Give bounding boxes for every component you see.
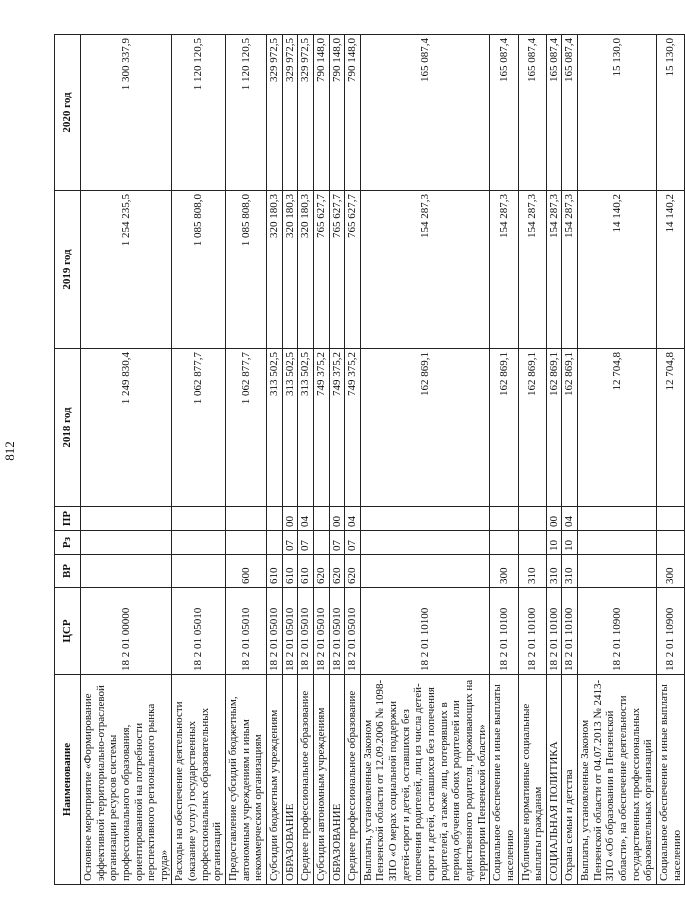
- cell-csr: 18 2 01 05010: [226, 588, 267, 675]
- cell-name: Среднее профессиональное образование: [298, 675, 314, 885]
- table-row: [226, 35, 267, 885]
- cell-rz: 07: [298, 531, 314, 555]
- cell-csr: 18 2 01 10900: [578, 588, 657, 675]
- cell-csr: 18 2 01 05010: [172, 588, 226, 675]
- header-row: [55, 35, 81, 885]
- cell-y2018: 162 869,1: [490, 349, 518, 507]
- cell-y2020: 165 087,4: [562, 35, 578, 191]
- cell-pr: [226, 507, 267, 531]
- table-row: [578, 35, 657, 885]
- cell-y2020: 165 087,4: [546, 35, 562, 191]
- table-row: [490, 35, 518, 885]
- table-row: [313, 35, 329, 885]
- cell-pr: [518, 507, 546, 531]
- cell-y2020: 329 972,5: [298, 35, 314, 191]
- cell-y2020: 790 148,0: [313, 35, 329, 191]
- cell-vr: [81, 555, 172, 588]
- cell-pr: [578, 507, 657, 531]
- cell-pr: [490, 507, 518, 531]
- cell-pr: [266, 507, 282, 531]
- cell-csr: 18 2 01 10900: [656, 588, 684, 675]
- cell-rz: [490, 531, 518, 555]
- cell-name: Социальное обеспечение и иные выплаты населению: [656, 675, 684, 885]
- cell-name: Расходы на обеспечение деятельности (оказание услуг) государственных профессиональных образовательных организаций: [172, 675, 226, 885]
- table-row: [81, 35, 172, 885]
- table-row: [298, 35, 314, 885]
- table-row: [518, 35, 546, 885]
- cell-name: Социальное обеспечение и иные выплаты населению: [490, 675, 518, 885]
- cell-y2018: 162 869,1: [360, 349, 489, 507]
- cell-y2018: 12 704,8: [656, 349, 684, 507]
- budget-table: [54, 34, 685, 885]
- cell-y2019: 154 287,3: [360, 191, 489, 349]
- cell-y2020: 165 087,4: [490, 35, 518, 191]
- table-row: [266, 35, 282, 885]
- cell-vr: 310: [562, 555, 578, 588]
- cell-csr: 18 2 01 05010: [266, 588, 282, 675]
- cell-vr: [172, 555, 226, 588]
- cell-y2018: 162 869,1: [562, 349, 578, 507]
- table-row: [546, 35, 562, 885]
- table-row: [345, 35, 361, 885]
- cell-pr: 00: [546, 507, 562, 531]
- table-row: [656, 35, 684, 885]
- cell-rz: [226, 531, 267, 555]
- cell-name: СОЦИАЛЬНАЯ ПОЛИТИКА: [546, 675, 562, 885]
- header-2020: 2020 год: [55, 35, 81, 191]
- table-row: [282, 35, 298, 885]
- cell-name: Публичные нормативные социальные выплаты гражданам: [518, 675, 546, 885]
- cell-y2019: 1 085 808,0: [226, 191, 267, 349]
- cell-pr: [313, 507, 329, 531]
- cell-y2019: 154 287,3: [518, 191, 546, 349]
- cell-y2019: 14 140,2: [656, 191, 684, 349]
- cell-name: Субсидии бюджетным учреждениям: [266, 675, 282, 885]
- cell-vr: 310: [518, 555, 546, 588]
- cell-rz: 07: [282, 531, 298, 555]
- cell-pr: [360, 507, 489, 531]
- table-body: [81, 35, 685, 885]
- cell-pr: [81, 507, 172, 531]
- cell-name: Выплаты, установленные Законом Пензенской области от 04.07.2013 № 2413-ЗПО «Об образовании в Пензенской области», на обеспечение деятельности государственных профессиональных образовательных организаций: [578, 675, 657, 885]
- cell-csr: 18 2 01 10100: [518, 588, 546, 675]
- cell-y2018: 749 375,2: [345, 349, 361, 507]
- cell-vr: 620: [329, 555, 345, 588]
- cell-pr: 04: [298, 507, 314, 531]
- cell-csr: 18 2 01 05010: [282, 588, 298, 675]
- cell-y2019: 1 085 808,0: [172, 191, 226, 349]
- cell-y2020: 329 972,5: [282, 35, 298, 191]
- cell-pr: 04: [345, 507, 361, 531]
- cell-y2020: 790 148,0: [329, 35, 345, 191]
- header-pr: ПР: [55, 507, 81, 531]
- cell-y2018: 162 869,1: [546, 349, 562, 507]
- cell-csr: 18 2 01 05010: [298, 588, 314, 675]
- table-row: [329, 35, 345, 885]
- cell-vr: [578, 555, 657, 588]
- cell-y2019: 1 254 235,5: [81, 191, 172, 349]
- cell-y2020: 15 130,0: [656, 35, 684, 191]
- page-number: [2, 436, 18, 466]
- cell-pr: 04: [562, 507, 578, 531]
- cell-csr: 18 2 01 10100: [562, 588, 578, 675]
- cell-y2020: 1 300 337,9: [81, 35, 172, 191]
- cell-y2020: 1 120 120,5: [226, 35, 267, 191]
- cell-vr: 620: [345, 555, 361, 588]
- cell-y2018: 1 062 877,7: [172, 349, 226, 507]
- cell-y2020: 165 087,4: [360, 35, 489, 191]
- cell-y2019: 154 287,3: [546, 191, 562, 349]
- cell-rz: [172, 531, 226, 555]
- rotated-table-wrapper: [54, 35, 683, 885]
- table-row: [360, 35, 489, 885]
- cell-y2018: 313 502,5: [266, 349, 282, 507]
- cell-vr: 620: [313, 555, 329, 588]
- cell-y2019: 765 627,7: [313, 191, 329, 349]
- cell-y2019: 14 140,2: [578, 191, 657, 349]
- cell-rz: 10: [546, 531, 562, 555]
- cell-vr: 300: [490, 555, 518, 588]
- cell-y2018: 1 062 877,7: [226, 349, 267, 507]
- header-csr: ЦСР: [55, 588, 81, 675]
- cell-name: ОБРАЗОВАНИЕ: [329, 675, 345, 885]
- cell-csr: 18 2 01 05010: [313, 588, 329, 675]
- cell-y2020: 329 972,5: [266, 35, 282, 191]
- cell-y2020: 165 087,4: [518, 35, 546, 191]
- cell-rz: 07: [345, 531, 361, 555]
- cell-y2020: 790 148,0: [345, 35, 361, 191]
- cell-csr: 18 2 01 10100: [546, 588, 562, 675]
- cell-y2019: 154 287,3: [490, 191, 518, 349]
- cell-name: Предоставление субсидий бюджетным, автономным учреждениям и иным некоммерческим организациям: [226, 675, 267, 885]
- header-2019: 2019 год: [55, 191, 81, 349]
- cell-rz: [266, 531, 282, 555]
- cell-name: Охрана семьи и детства: [562, 675, 578, 885]
- cell-y2019: 320 180,3: [282, 191, 298, 349]
- cell-csr: 18 2 01 00000: [81, 588, 172, 675]
- cell-rz: [518, 531, 546, 555]
- cell-pr: 00: [329, 507, 345, 531]
- cell-name: Среднее профессиональное образование: [345, 675, 361, 885]
- cell-pr: [172, 507, 226, 531]
- cell-y2018: 749 375,2: [313, 349, 329, 507]
- header-vr: ВР: [55, 555, 81, 588]
- cell-vr: 600: [226, 555, 267, 588]
- cell-rz: [313, 531, 329, 555]
- table-row: [172, 35, 226, 885]
- table-row: [562, 35, 578, 885]
- header-name: Наименование: [55, 675, 81, 885]
- cell-y2018: 749 375,2: [329, 349, 345, 507]
- cell-csr: 18 2 01 05010: [329, 588, 345, 675]
- cell-vr: 610: [298, 555, 314, 588]
- header-2018: 2018 год: [55, 349, 81, 507]
- cell-y2019: 154 287,3: [562, 191, 578, 349]
- cell-y2019: 765 627,7: [345, 191, 361, 349]
- cell-name: Выплаты, установленные Законом Пензенской области от 12.09.2006 № 1098-ЗПО «О мерах социальной поддержки детей-сирот и детей, оставшихся без попечения родителей, лиц из числа детей-сирот и детей, оставшихся без попечения родителей, а также лиц, потерявших в период обучения обоих родителей или единственного родителя, проживающих на территории Пензенской области»: [360, 675, 489, 885]
- cell-y2019: 320 180,3: [266, 191, 282, 349]
- cell-csr: 18 2 01 10100: [490, 588, 518, 675]
- cell-vr: [360, 555, 489, 588]
- cell-vr: 610: [266, 555, 282, 588]
- cell-rz: [578, 531, 657, 555]
- cell-y2018: 313 502,5: [298, 349, 314, 507]
- page-number-text: 812: [2, 441, 17, 461]
- cell-vr: 300: [656, 555, 684, 588]
- cell-y2018: 12 704,8: [578, 349, 657, 507]
- cell-name: Субсидии автономным учреждениям: [313, 675, 329, 885]
- cell-csr: 18 2 01 10100: [360, 588, 489, 675]
- cell-y2018: 313 502,5: [282, 349, 298, 507]
- header-rz: Рз: [55, 531, 81, 555]
- cell-rz: [656, 531, 684, 555]
- cell-y2020: 15 130,0: [578, 35, 657, 191]
- cell-y2019: 320 180,3: [298, 191, 314, 349]
- cell-rz: [81, 531, 172, 555]
- cell-rz: [360, 531, 489, 555]
- cell-vr: 310: [546, 555, 562, 588]
- cell-rz: 10: [562, 531, 578, 555]
- cell-pr: [656, 507, 684, 531]
- cell-name: ОБРАЗОВАНИЕ: [282, 675, 298, 885]
- cell-csr: 18 2 01 05010: [345, 588, 361, 675]
- cell-name: Основное мероприятие «Формирование эффективной территориально-отраслевой организации ресурсов системы профессионального образования, ориентированной на потребности перспективного регионального рынка труда»: [81, 675, 172, 885]
- cell-y2020: 1 120 120,5: [172, 35, 226, 191]
- cell-rz: 07: [329, 531, 345, 555]
- cell-vr: 610: [282, 555, 298, 588]
- cell-pr: 00: [282, 507, 298, 531]
- cell-y2018: 162 869,1: [518, 349, 546, 507]
- cell-y2018: 1 249 830,4: [81, 349, 172, 507]
- cell-y2019: 765 627,7: [329, 191, 345, 349]
